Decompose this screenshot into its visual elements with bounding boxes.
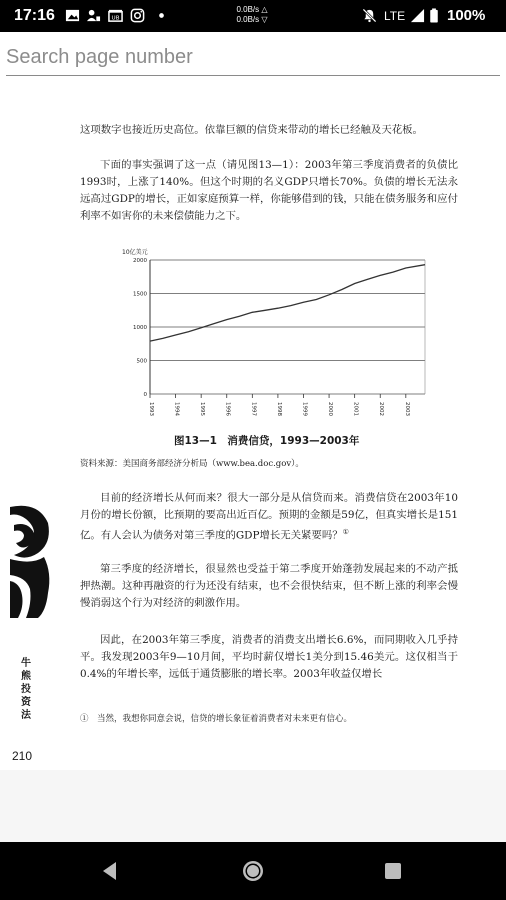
home-icon[interactable]: [238, 856, 268, 886]
instagram-icon: [130, 8, 145, 23]
signal-icon: [410, 8, 425, 23]
status-time: 17:16: [14, 7, 55, 24]
chart-ytick-label: 1500: [133, 291, 147, 298]
network-speed: [232, 5, 272, 25]
chart-xtick-label: 2000: [327, 402, 334, 416]
page-number: 210: [12, 749, 33, 763]
figure-source: 资料来源：美国商务部经济分析局（www.bea.doc.gov）。: [80, 459, 304, 469]
chart-xtick-label: 2002: [378, 402, 385, 416]
search-page-input[interactable]: [6, 44, 500, 76]
net-up: 0.0B/s △: [236, 5, 268, 14]
chart-ytick-label: 2000: [133, 258, 147, 264]
notification-dot-icon: [154, 8, 169, 23]
battery-level: 100%: [447, 7, 486, 24]
chart-xtick-label: 1994: [173, 402, 180, 416]
chart-xtick-label: 1995: [199, 402, 206, 416]
chart-xtick-label: 2001: [352, 402, 359, 416]
chart-xtick-label: 1996: [224, 402, 231, 416]
network-type: LTE: [384, 9, 406, 23]
chart-ylabel: 10亿美元: [122, 249, 148, 256]
consumer-credit-chart: [120, 244, 440, 444]
back-icon[interactable]: [96, 856, 126, 886]
gallery-icon: [65, 8, 80, 23]
paragraph-3-text: 目前的经济增长从何而来？很大一部分是从信贷而来。消费信贷在2003年10月份的增长份额，比预期的要高出近百亿。预期的金额是59亿，但真实增长是151亿。有人会认为债务对第三季度的GDP增长无关紧要吗？: [80, 492, 458, 542]
search-bar: [0, 32, 506, 82]
status-bar: [0, 0, 506, 32]
chart-xtick-label: 1998: [275, 402, 282, 416]
book-page[interactable]: [0, 82, 506, 770]
paragraph-5: 因此，在2003年第三季度，消费者的消费支出增长6.6%，而同期收入几乎持平。我发现2003年9—10月间，平均时薪仅增长1美分到15.46美元。这仅相当于0.4%的年增长率，远低于通货膨胀的增长率。2003年收益仅增长: [80, 634, 458, 680]
footnote: ① 当然，我想你同意会说，信贷的增长象征着消费者对未来更有信心。: [80, 714, 353, 724]
mute-icon: [362, 8, 377, 23]
contacts-icon: [86, 8, 101, 23]
recents-icon[interactable]: [378, 856, 408, 886]
paragraph-3: [80, 490, 458, 544]
book-side-title: 牛熊投资法: [21, 658, 31, 721]
svg-text:UB: UB: [111, 15, 120, 22]
paragraph-1: 这项数字也接近历史高位。依靠巨额的信贷来带动的增长已经触及天花板。: [80, 124, 423, 136]
battery-icon: [428, 8, 440, 23]
chart-series-line: [150, 265, 425, 341]
paragraph-2: 下面的事实强调了这一点（请见图13—1）：2003年第三季度消费者的负债比1993时，上涨了140%。但这个时期的名义GDP只增长70%。负债的增长无法永远高过GDP的增长，正如家庭预算一样，你能够借到的钱，只能在债务服务和应付利率不如害你的未来偿债能力之下。: [80, 159, 458, 222]
net-down: 0.0B/s ▽: [236, 15, 268, 24]
chart-ytick-label: 1000: [133, 325, 147, 331]
store-icon: [108, 8, 123, 23]
chart-ytick-label: 500: [136, 358, 147, 365]
chart-ytick-label: 0: [143, 392, 147, 398]
viewer-background: [0, 770, 506, 842]
paragraph-4: 第三季度的经济增长，很显然也受益于第二季度开始蓬勃发展起来的不动产抵押热潮。这种再融资的行为还没有结束，也不会很快结束，但不断上涨的利率会慢慢消弱这个行为对经济的刺激作用。: [80, 563, 458, 609]
chart-xtick-label: 1999: [301, 402, 308, 416]
chart-xtick-label: 1997: [250, 402, 257, 416]
footnote-marker: ①: [342, 528, 349, 536]
bull-logo-icon: [8, 503, 52, 618]
chart-xtick-label: 2003: [403, 402, 410, 416]
figure-caption: 图13—1 消费信贷，1993—2003年: [174, 435, 360, 447]
chart-xtick-label: 1993: [148, 402, 154, 416]
navigation-bar: [0, 842, 506, 900]
